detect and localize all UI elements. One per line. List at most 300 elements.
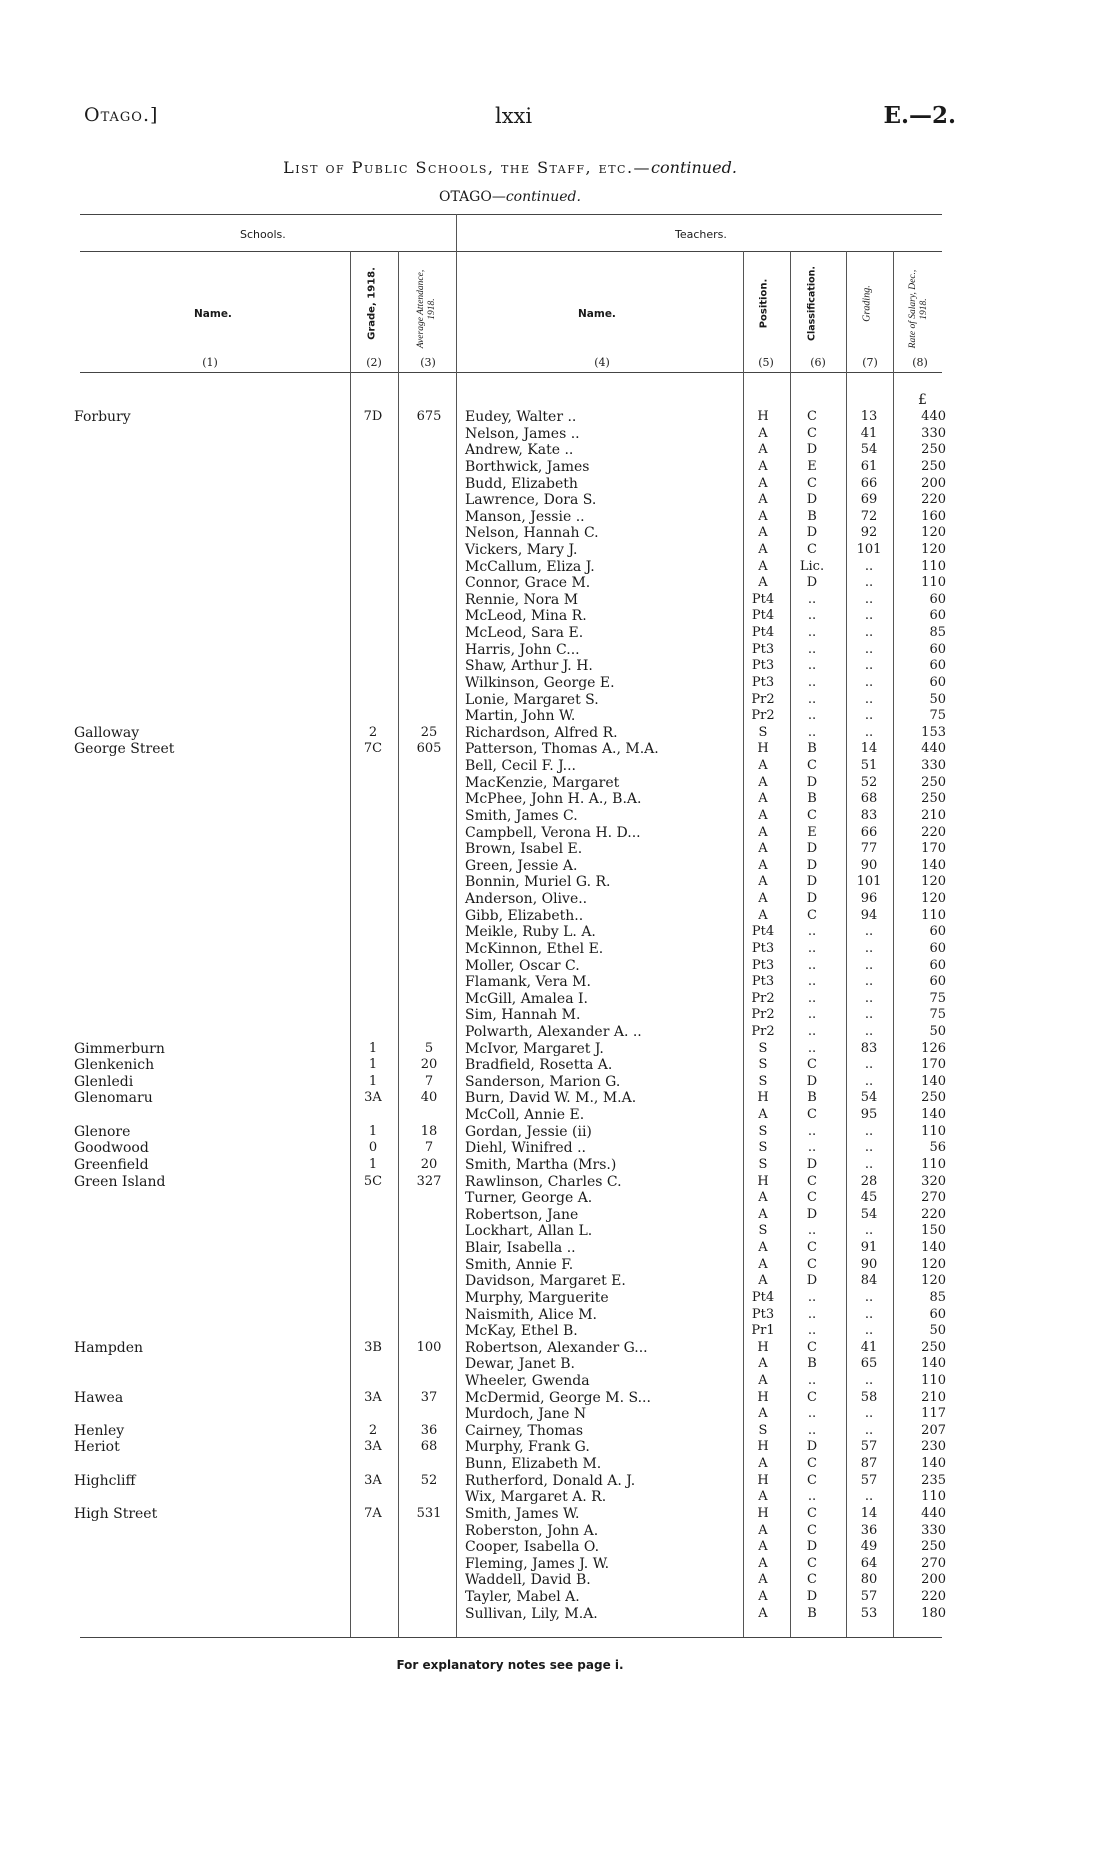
grading-cell: .. <box>864 1057 874 1073</box>
position-cell: Pt4 <box>751 608 775 624</box>
table-row <box>0 1556 1114 1573</box>
classification-cell: D <box>806 492 818 508</box>
column-number: (2) <box>366 356 382 369</box>
grading-cell: .. <box>864 974 874 990</box>
position-cell: H <box>757 1505 769 1521</box>
position-cell: Pr2 <box>751 708 775 724</box>
table-row <box>0 1074 1114 1091</box>
classification-cell: C <box>807 1389 817 1405</box>
school-name-cell: Galloway <box>74 724 140 741</box>
classification-cell: C <box>807 1256 817 1272</box>
grading-cell: 95 <box>860 1107 878 1122</box>
column-header-attendance: Average Attendance, 1918. <box>416 269 437 349</box>
teacher-name-cell: Bunn, Elizabeth M. <box>465 1456 602 1473</box>
grade-cell: 3A <box>364 1389 382 1405</box>
classification-cell: .. <box>807 1306 817 1322</box>
column-number: (5) <box>758 356 774 369</box>
classification-cell: D <box>806 442 818 458</box>
salary-cell: 56 <box>929 1140 946 1156</box>
table-row <box>0 1456 1114 1473</box>
position-cell: H <box>757 1339 769 1355</box>
school-name-cell: Glenore <box>74 1123 131 1140</box>
table-row <box>0 991 1114 1008</box>
grading-cell: .. <box>864 1140 874 1156</box>
grading-cell: .. <box>864 1007 874 1023</box>
position-cell: Pt3 <box>751 658 775 674</box>
table-row <box>0 741 1114 758</box>
position-cell: A <box>758 758 768 773</box>
teacher-name-cell: Wheeler, Gwenda <box>465 1373 590 1389</box>
classification-cell: B <box>807 791 817 807</box>
classification-cell: .. <box>807 1040 817 1056</box>
position-cell: A <box>758 492 768 508</box>
column-header-teacher-name: Name. <box>578 308 616 320</box>
position-cell: A <box>758 1356 768 1372</box>
attendance-cell: 7 <box>424 1140 434 1156</box>
teacher-name-cell: Patterson, Thomas A., M.A. <box>465 741 659 758</box>
grading-cell: 90 <box>860 857 878 873</box>
table-row <box>0 941 1114 958</box>
teacher-name-cell: Davidson, Margaret E. <box>465 1273 626 1290</box>
grading-cell: .. <box>864 1123 874 1139</box>
classification-cell: C <box>807 1522 817 1538</box>
table-row <box>0 1290 1114 1307</box>
title-italic: continued. <box>651 158 737 177</box>
salary-cell: 110 <box>921 575 946 591</box>
teacher-name-cell: Vickers, Mary J. <box>465 542 578 558</box>
classification-cell: .. <box>807 625 817 641</box>
teacher-name-cell: Smith, Martha (Mrs.) <box>465 1156 617 1173</box>
grading-cell: .. <box>864 641 874 657</box>
teacher-name-cell: Manson, Jessie .. <box>465 508 585 525</box>
classification-cell: C <box>807 409 817 424</box>
table-row <box>0 1323 1114 1340</box>
salary-cell: 440 <box>921 741 946 757</box>
teacher-name-cell: Gordan, Jessie (ii) <box>465 1123 592 1140</box>
grading-cell: 52 <box>860 774 878 790</box>
grading-cell: 53 <box>860 1605 878 1621</box>
table-row <box>0 1273 1114 1290</box>
position-cell: H <box>757 1090 769 1106</box>
teacher-name-cell: Connor, Grace M. <box>465 575 591 592</box>
grade-cell: 7D <box>363 409 383 424</box>
table-row <box>0 575 1114 592</box>
teacher-name-cell: Rennie, Nora M <box>465 591 579 608</box>
salary-cell: 220 <box>921 824 946 840</box>
attendance-cell: 68 <box>420 1439 438 1455</box>
position-cell: A <box>758 558 768 574</box>
position-cell: Pr2 <box>751 691 775 707</box>
salary-cell: 250 <box>921 442 946 458</box>
position-cell: A <box>758 442 768 458</box>
salary-cell: 230 <box>921 1439 946 1455</box>
position-cell: A <box>758 1107 768 1122</box>
teacher-name-cell: Martin, John W. <box>465 708 576 725</box>
position-cell: H <box>757 1439 769 1455</box>
grade-cell: 5C <box>363 1173 383 1189</box>
position-cell: S <box>758 1123 768 1139</box>
grading-cell: 28 <box>860 1173 878 1189</box>
teacher-name-cell: Nelson, Hannah C. <box>465 525 599 542</box>
teacher-name-cell: Naismith, Alice M. <box>465 1306 597 1323</box>
position-cell: A <box>758 807 768 823</box>
position-cell: A <box>758 1539 768 1555</box>
salary-cell: 126 <box>921 1040 946 1056</box>
school-name-cell: Green Island <box>74 1173 166 1190</box>
teacher-name-cell: Blair, Isabella .. <box>465 1240 576 1256</box>
salary-cell: 140 <box>921 1456 946 1472</box>
position-cell: H <box>757 1173 769 1189</box>
table-row <box>0 1523 1114 1540</box>
classification-cell: D <box>806 841 818 857</box>
table-row <box>0 1606 1114 1623</box>
position-cell: Pr2 <box>751 1007 775 1023</box>
table-row <box>0 1473 1114 1490</box>
position-cell: Pt4 <box>751 924 775 940</box>
position-cell: Pt3 <box>751 957 775 973</box>
currency-symbol: £ <box>918 392 927 408</box>
classification-cell: .. <box>807 591 817 607</box>
column-number: (4) <box>594 356 610 369</box>
table-row <box>0 459 1114 476</box>
classification-cell: D <box>806 575 818 591</box>
table-row <box>0 858 1114 875</box>
teacher-name-cell: Lockhart, Allan L. <box>465 1223 593 1240</box>
grading-cell: .. <box>864 625 874 641</box>
salary-cell: 60 <box>929 591 946 607</box>
table-row <box>0 1423 1114 1440</box>
salary-cell: 60 <box>929 940 946 956</box>
grading-cell: 41 <box>860 425 878 441</box>
salary-cell: 120 <box>921 1256 946 1272</box>
grade-cell: 1 <box>368 1040 378 1056</box>
classification-cell: D <box>806 857 818 873</box>
school-name-cell: Goodwood <box>74 1140 149 1157</box>
position-cell: A <box>758 1240 768 1255</box>
teacher-name-cell: Waddell, David B. <box>465 1572 591 1589</box>
classification-cell: .. <box>807 957 817 973</box>
table-row <box>0 825 1114 842</box>
table-row <box>0 1157 1114 1174</box>
salary-cell: 140 <box>921 1240 946 1255</box>
teacher-name-cell: Robertson, Jane <box>465 1206 579 1223</box>
table-row <box>0 509 1114 526</box>
table-row <box>0 1489 1114 1506</box>
grading-cell: 57 <box>860 1589 878 1604</box>
grading-cell: .. <box>864 990 874 1006</box>
grade-cell: 1 <box>368 1057 378 1073</box>
table-row <box>0 1024 1114 1041</box>
classification-cell: C <box>807 758 817 773</box>
salary-cell: 250 <box>921 1090 946 1106</box>
table-row <box>0 908 1114 925</box>
grading-cell: 84 <box>860 1273 878 1289</box>
salary-cell: 85 <box>929 625 946 641</box>
grading-cell: .. <box>864 940 874 956</box>
position-cell: A <box>758 1190 768 1206</box>
teacher-name-cell: Murdoch, Jane N <box>465 1406 587 1423</box>
teacher-name-cell: Gibb, Elizabeth.. <box>465 907 584 924</box>
salary-cell: 250 <box>921 1339 946 1355</box>
classification-cell: D <box>806 774 818 790</box>
salary-cell: 75 <box>929 990 946 1006</box>
position-cell: A <box>758 508 768 524</box>
classification-cell: C <box>807 907 817 923</box>
grading-cell: .. <box>864 1373 874 1388</box>
position-cell: S <box>758 1156 768 1172</box>
teacher-name-cell: McPhee, John H. A., B.A. <box>465 791 642 808</box>
page-title <box>0 158 1020 177</box>
position-cell: A <box>758 1256 768 1272</box>
salary-cell: 60 <box>929 658 946 674</box>
table-row <box>0 841 1114 858</box>
classification-cell: C <box>807 425 817 441</box>
grading-cell: 101 <box>856 874 882 890</box>
teacher-name-cell: Murphy, Marguerite <box>465 1289 609 1306</box>
table-row <box>0 608 1114 625</box>
teacher-name-cell: Bradfield, Rosetta A. <box>465 1057 613 1074</box>
table-row <box>0 426 1114 443</box>
grade-cell: 7A <box>364 1505 382 1521</box>
grading-cell: 13 <box>860 409 878 424</box>
column-number: (3) <box>420 356 436 369</box>
classification-cell: .. <box>807 940 817 956</box>
salary-cell: 270 <box>921 1190 946 1206</box>
table-row <box>0 708 1114 725</box>
salary-cell: 110 <box>921 1123 946 1139</box>
teacher-name-cell: McKay, Ethel B. <box>465 1323 578 1340</box>
school-name-cell: Hawea <box>74 1389 124 1406</box>
table-row <box>0 542 1114 559</box>
teacher-name-cell: Tayler, Mabel A. <box>465 1589 580 1605</box>
classification-cell: .. <box>807 1489 817 1505</box>
table-row <box>0 1390 1114 1407</box>
teacher-name-cell: McIvor, Margaret J. <box>465 1040 604 1057</box>
salary-cell: 120 <box>921 891 946 906</box>
teacher-name-cell: Wix, Margaret A. R. <box>465 1489 607 1506</box>
school-name-cell: Glenledi <box>74 1073 134 1090</box>
position-cell: Pt3 <box>751 974 775 990</box>
salary-cell: 180 <box>921 1605 946 1621</box>
column-number: (1) <box>202 356 218 369</box>
school-name-cell: Greenfield <box>74 1156 149 1173</box>
position-cell: A <box>758 425 768 441</box>
salary-cell: 330 <box>921 425 946 441</box>
salary-cell: 250 <box>921 458 946 474</box>
grading-cell: 91 <box>860 1240 878 1255</box>
classification-cell: .. <box>807 608 817 624</box>
classification-cell: .. <box>807 1007 817 1023</box>
salary-cell: 160 <box>921 508 946 524</box>
attendance-cell: 327 <box>416 1173 442 1189</box>
school-name-cell: George Street <box>74 741 175 758</box>
classification-cell: .. <box>807 1223 817 1239</box>
teacher-name-cell: Polwarth, Alexander A. .. <box>465 1023 642 1040</box>
attendance-cell: 25 <box>420 724 438 740</box>
salary-cell: 440 <box>921 1505 946 1521</box>
classification-cell: .. <box>807 641 817 657</box>
grading-cell: .. <box>864 957 874 973</box>
salary-cell: 50 <box>929 1023 946 1039</box>
position-cell: A <box>758 1572 768 1588</box>
title-main: List of Public Schools, the Staff, etc.— <box>283 158 652 177</box>
classification-cell: C <box>807 1107 817 1122</box>
salary-cell: 60 <box>929 974 946 990</box>
classification-cell: C <box>807 542 817 557</box>
teacher-name-cell: Green, Jessie A. <box>465 857 578 874</box>
table-row <box>0 958 1114 975</box>
teacher-name-cell: McKinnon, Ethel E. <box>465 940 604 957</box>
attendance-cell: 7 <box>424 1073 434 1089</box>
table-row <box>0 1207 1114 1224</box>
position-cell: H <box>757 741 769 757</box>
position-cell: A <box>758 1456 768 1472</box>
classification-cell: C <box>807 1505 817 1521</box>
attendance-cell: 605 <box>416 741 442 757</box>
teacher-name-cell: Dewar, Janet B. <box>465 1356 575 1373</box>
school-name-cell: Heriot <box>74 1439 120 1456</box>
table-row <box>0 1140 1114 1157</box>
position-cell: Pt3 <box>751 674 775 690</box>
grade-cell: 3A <box>364 1439 382 1455</box>
table-row <box>0 692 1114 709</box>
classification-cell: C <box>807 475 817 491</box>
grading-cell: 72 <box>860 508 878 524</box>
salary-cell: 117 <box>921 1406 946 1422</box>
teacher-name-cell: Murphy, Frank G. <box>465 1439 590 1456</box>
salary-cell: 220 <box>921 492 946 508</box>
position-cell: H <box>757 1389 769 1405</box>
salary-cell: 210 <box>921 807 946 823</box>
classification-cell: C <box>807 1173 817 1189</box>
classification-cell: C <box>807 1339 817 1355</box>
position-cell: A <box>758 1522 768 1538</box>
teacher-name-cell: Cooper, Isabella O. <box>465 1539 600 1556</box>
table-row <box>0 1057 1114 1074</box>
school-name-cell: Glenkenich <box>74 1057 155 1074</box>
teacher-name-cell: Borthwick, James <box>465 458 590 475</box>
teacher-name-cell: McLeod, Sara E. <box>465 625 584 642</box>
teacher-name-cell: Lonie, Margaret S. <box>465 691 599 708</box>
salary-cell: 200 <box>921 475 946 491</box>
classification-cell: D <box>806 891 818 906</box>
teacher-name-cell: McColl, Annie E. <box>465 1107 585 1123</box>
salary-cell: 60 <box>929 957 946 973</box>
position-cell: A <box>758 1589 768 1604</box>
grading-cell: .. <box>864 1023 874 1039</box>
grading-cell: .. <box>864 575 874 591</box>
table-bottom-rule <box>80 1637 942 1638</box>
grading-cell: 61 <box>860 458 878 474</box>
grading-cell: 57 <box>860 1439 878 1455</box>
column-header-rule <box>80 372 942 373</box>
classification-cell: .. <box>807 974 817 990</box>
table-row <box>0 1190 1114 1207</box>
salary-cell: 200 <box>921 1572 946 1588</box>
grading-cell: .. <box>864 724 874 740</box>
grading-cell: .. <box>864 558 874 574</box>
classification-cell: .. <box>807 1289 817 1305</box>
school-name-cell: Forbury <box>74 409 131 425</box>
salary-cell: 330 <box>921 1522 946 1538</box>
grading-cell: 92 <box>860 525 878 541</box>
classification-cell: .. <box>807 924 817 940</box>
position-cell: A <box>758 1206 768 1222</box>
table-row <box>0 675 1114 692</box>
table-row <box>0 658 1114 675</box>
classification-cell: .. <box>807 1422 817 1438</box>
salary-cell: 50 <box>929 1323 946 1339</box>
grade-cell: 3B <box>364 1339 382 1355</box>
table-row <box>0 442 1114 459</box>
position-cell: A <box>758 542 768 557</box>
classification-cell: .. <box>807 1140 817 1156</box>
grading-cell: 68 <box>860 791 878 807</box>
teacher-name-cell: Rutherford, Donald A. J. <box>465 1472 636 1489</box>
position-cell: S <box>758 1057 768 1073</box>
classification-cell: C <box>807 1190 817 1206</box>
teacher-name-cell: Campbell, Verona H. D... <box>465 824 641 841</box>
salary-cell: 210 <box>921 1389 946 1405</box>
table-row <box>0 758 1114 775</box>
grading-cell: 101 <box>856 542 882 557</box>
position-cell: Pt3 <box>751 1306 775 1322</box>
salary-cell: 85 <box>929 1289 946 1305</box>
salary-cell: 140 <box>921 1107 946 1122</box>
position-cell: A <box>758 874 768 890</box>
column-header-salary: Rate of Salary, Dec., 1918. <box>908 269 929 349</box>
classification-cell: D <box>806 1206 818 1222</box>
grading-cell: 96 <box>860 891 878 906</box>
grading-cell: 66 <box>860 475 878 491</box>
teacher-name-cell: Brown, Isabel E. <box>465 841 583 858</box>
salary-cell: 250 <box>921 791 946 807</box>
position-cell: A <box>758 575 768 591</box>
classification-cell: .. <box>807 658 817 674</box>
page-header-left: Otago.] <box>84 104 159 126</box>
grading-cell: 80 <box>860 1572 878 1588</box>
classification-cell: .. <box>807 1406 817 1422</box>
grading-cell: 77 <box>860 841 878 857</box>
salary-cell: 120 <box>921 542 946 557</box>
salary-cell: 140 <box>921 1073 946 1089</box>
table-row <box>0 1439 1114 1456</box>
position-cell: A <box>758 841 768 857</box>
column-header-classification: Classification. <box>806 266 818 341</box>
teacher-name-cell: MacKenzie, Margaret <box>465 774 620 791</box>
table-row <box>0 1240 1114 1257</box>
classification-cell: C <box>807 1472 817 1488</box>
classification-cell: B <box>807 741 817 757</box>
grading-cell: .. <box>864 708 874 724</box>
subtitle-italic: continued. <box>505 189 581 205</box>
grade-cell: 3A <box>364 1090 382 1106</box>
teacher-name-cell: Fleming, James J. W. <box>465 1555 610 1572</box>
position-cell: A <box>758 1373 768 1388</box>
subtitle-main: OTAGO— <box>439 189 506 205</box>
classification-cell: C <box>807 1456 817 1472</box>
classification-cell: D <box>806 1273 818 1289</box>
classification-cell: .. <box>807 674 817 690</box>
table-row <box>0 625 1114 642</box>
salary-cell: 330 <box>921 758 946 773</box>
salary-cell: 120 <box>921 1273 946 1289</box>
position-cell: A <box>758 1489 768 1505</box>
salary-cell: 110 <box>921 1489 946 1505</box>
grading-cell: .. <box>864 674 874 690</box>
teacher-name-cell: Smith, James W. <box>465 1505 580 1522</box>
salary-cell: 250 <box>921 774 946 790</box>
